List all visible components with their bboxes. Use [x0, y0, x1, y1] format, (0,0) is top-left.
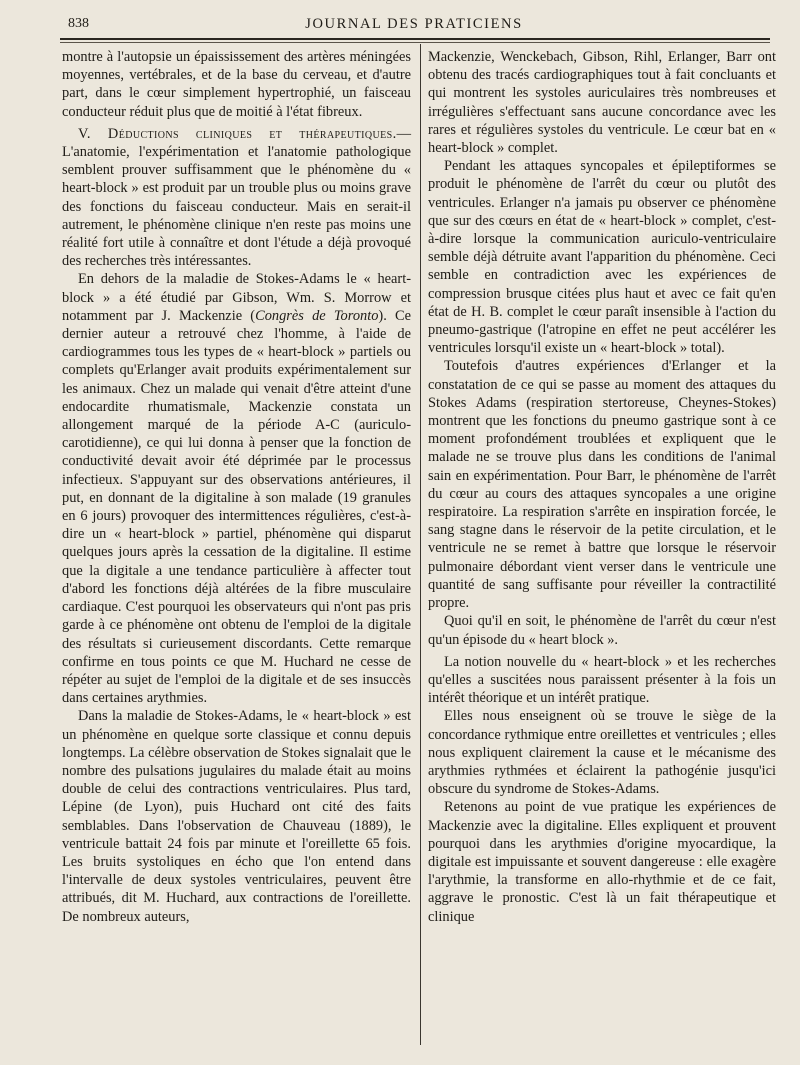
left-column [62, 48, 411, 926]
running-title: JOURNAL DES PRATICIENS [305, 16, 523, 32]
paragraph-text: — L'anatomie, l'expérimentation et l'anatomie pathologique semblent prouver suffisamment que le phénomène du « heart-block » est produit par un trouble plus ou moins grave des fonctions du faisceau conducteur. Mais en serait-il autrement, le phénomène clinique n'en reste pas moins une réalité fort utile à connaître et dont l'étude a déjà provoqué des recherches très intéressantes. [62, 125, 411, 270]
paragraph: Retenons au point de vue pratique les expériences de Mackenzie avec la digitaline. Elles expliquent et prouvent pourquoi dans les arythmies d'origine myocardique, la digitale est impuissante et souvent dangereuse : elle exagère l'arythmie, la transforme en allo-rhythmie et de ce fait, aggrave le pronostic. C'est là un fait thérapeutique et clinique [428, 799, 776, 925]
section-paragraph [62, 125, 411, 271]
paragraph: montre à l'autopsie un épaississement des artères méningées moyennes, vertébrales, et de la base du cerveau, et d'autre part, dans le cœur simplement hypertrophié, un faisceau conducteur réduit plus que de moitié à l'état fibreux. [62, 49, 411, 120]
paragraph: Pendant les attaques syncopales et épileptiformes se produit le phénomène de l'arrêt du cœur ou plutôt des ventricules. Erlanger n'a jamais pu observer ce phénomène que sur des cœurs en état de « heart-block » complet, c'est-à-dire lorsque la communication auriculo-ventriculaire semble déjà détruite avant l'apparition du phénomène. Ceci semble en contradiction avec les expériences de compression brusque citées plus haut et avec ce fait qu'en état de H. B. complet le cœur paraît insensible à l'action du pneumo-gastrique (l'atropine en effet ne peut accélérer les ventricules lorsqu'il existe un « heart-block » total). [428, 158, 776, 357]
page-header [58, 14, 770, 36]
section-heading: V. Déductions cliniques et thérapeutiques. [78, 125, 397, 142]
paragraph-text: En dehors de la maladie de Stokes-Adams le « heart-block » a été étudié par Gibson, Wm. S. Morrow et notamment par J. Mackenzie ( [62, 271, 411, 324]
column-divider [420, 44, 421, 1045]
paragraph: Mackenzie, Wenckebach, Gibson, Rihl, Erlanger, Barr ont obtenu des tracés cardiographiques tout à fait concluants et qui montrent les systoles auriculaires très nombreuses et irrégulières s'effectuant sans aucune concordance avec les rares et régulières systoles du ventricule. Le cœur bat en « heart-block » complet. [428, 49, 776, 157]
paragraph: Elles nous enseignent où se trouve le siège de la concordance rythmique entre oreillettes et ventricules ; elles nous expliquent clairement la cause et le mécanisme des arythmies rythmées et éclairent la pathogénie jusqu'ici obscure du syndrome de Stokes-Adams. [428, 708, 776, 798]
paragraph: Toutefois d'autres expériences d'Erlanger et la constatation de ce qui se passe au moment des attaques du Stokes Adams (respiration stertoreuse, Cheynes-Stokes) montrent que les fonctions du pneumo gastrique sont à ce moment profondément troublées et expliquent que le malade ne se trouve plus dans les conditions de l'animal sain en expérimentation. Pour Barr, le phénomène de l'arrêt du cœur au cours des attaques syncopales a une origine respiratoire. La respiration s'arrête en inspiration forcée, le sang stagne dans le réservoir de la petite circulation, et le ventricule ne se remet à battre que lorsque le réservoir pulmonaire débordant vient verser dans le ventricule une quantité de sang suffisante pour réveiller la contractilité propre. [428, 358, 776, 612]
citation-italic: Congrès de Toronto [255, 307, 379, 324]
header-rule-thin [60, 42, 770, 43]
paragraph: Quoi qu'il en soit, le phénomène de l'arrêt du cœur n'est qu'un épisode du « heart block ». [428, 613, 776, 648]
right-column [428, 48, 776, 926]
header-rule [60, 38, 770, 40]
paragraph: La notion nouvelle du « heart-block » et les recherches qu'elles a suscitées nous paraissent présenter à la fois un intérêt théorique et un intérêt pratique. [428, 653, 776, 707]
paragraph: Dans la maladie de Stokes-Adams, le « heart-block » est un phénomène en quelque sorte classique et connu depuis longtemps. La célèbre observation de Stokes signalait que le nombre des pulsations jugulaires du malade était au moins double de celui des contractions ventriculaires. Plus tard, Lépine (de Lyon), puis Huchard ont cité des faits semblables. Dans l'observation de Chauveau (1889), le ventricule battait 24 fois par minute et l'oreillette 65 fois. Les bruits systoliques en écho que l'on entend dans l'intervalle de deux systoles ventriculaires, peuvent être attribués, dit M. Huchard, aux contractions de l'oreillette. De nombreux auteurs, [62, 708, 411, 925]
page-number: 838 [68, 16, 89, 31]
paragraph-text: ). Ce dernier auteur a retrouvé chez l'homme, à l'aide de cardiogrammes tous les types de « heart-block » partiels ou complets qu'Erlanger avait produits expérimentalement sur les animaux. Chez un malade qui venait d'être atteint d'une endocardite rhumatismale, Mackenzie constata un allongement marqué de la période A-C (auriculo-carotidienne), ce qui lui donna à penser que la fonction de conductivité devait avoir été déprimée par le processus infectieux. S'appuyant sur des observations antérieures, il put, en donnant de la digitaline à son malade (19 granules en 6 jours) provoquer des intermittences régulières, c'est-à-dire un « heart-block » partiel, phénomène qui disparut quelques jours après la cessation de la digitaline. Il estime que la digitale a une tendance particulière à affecter tout d'abord les fonctions déjà altérées de la fibre musculaire cardiaque. C'est pourquoi les observateurs qui n'ont pas pris garde à ce phénomène ont obtenu de l'emploi de la digitale des résultats si curieusement discordants. Cette remarque confirme en tous points ce que M. Huchard ne cesse de répéter au sujet de l'emploi de la digitale et de ses insuccès dans certaines arythmies. [62, 307, 411, 707]
paragraph [62, 270, 411, 707]
